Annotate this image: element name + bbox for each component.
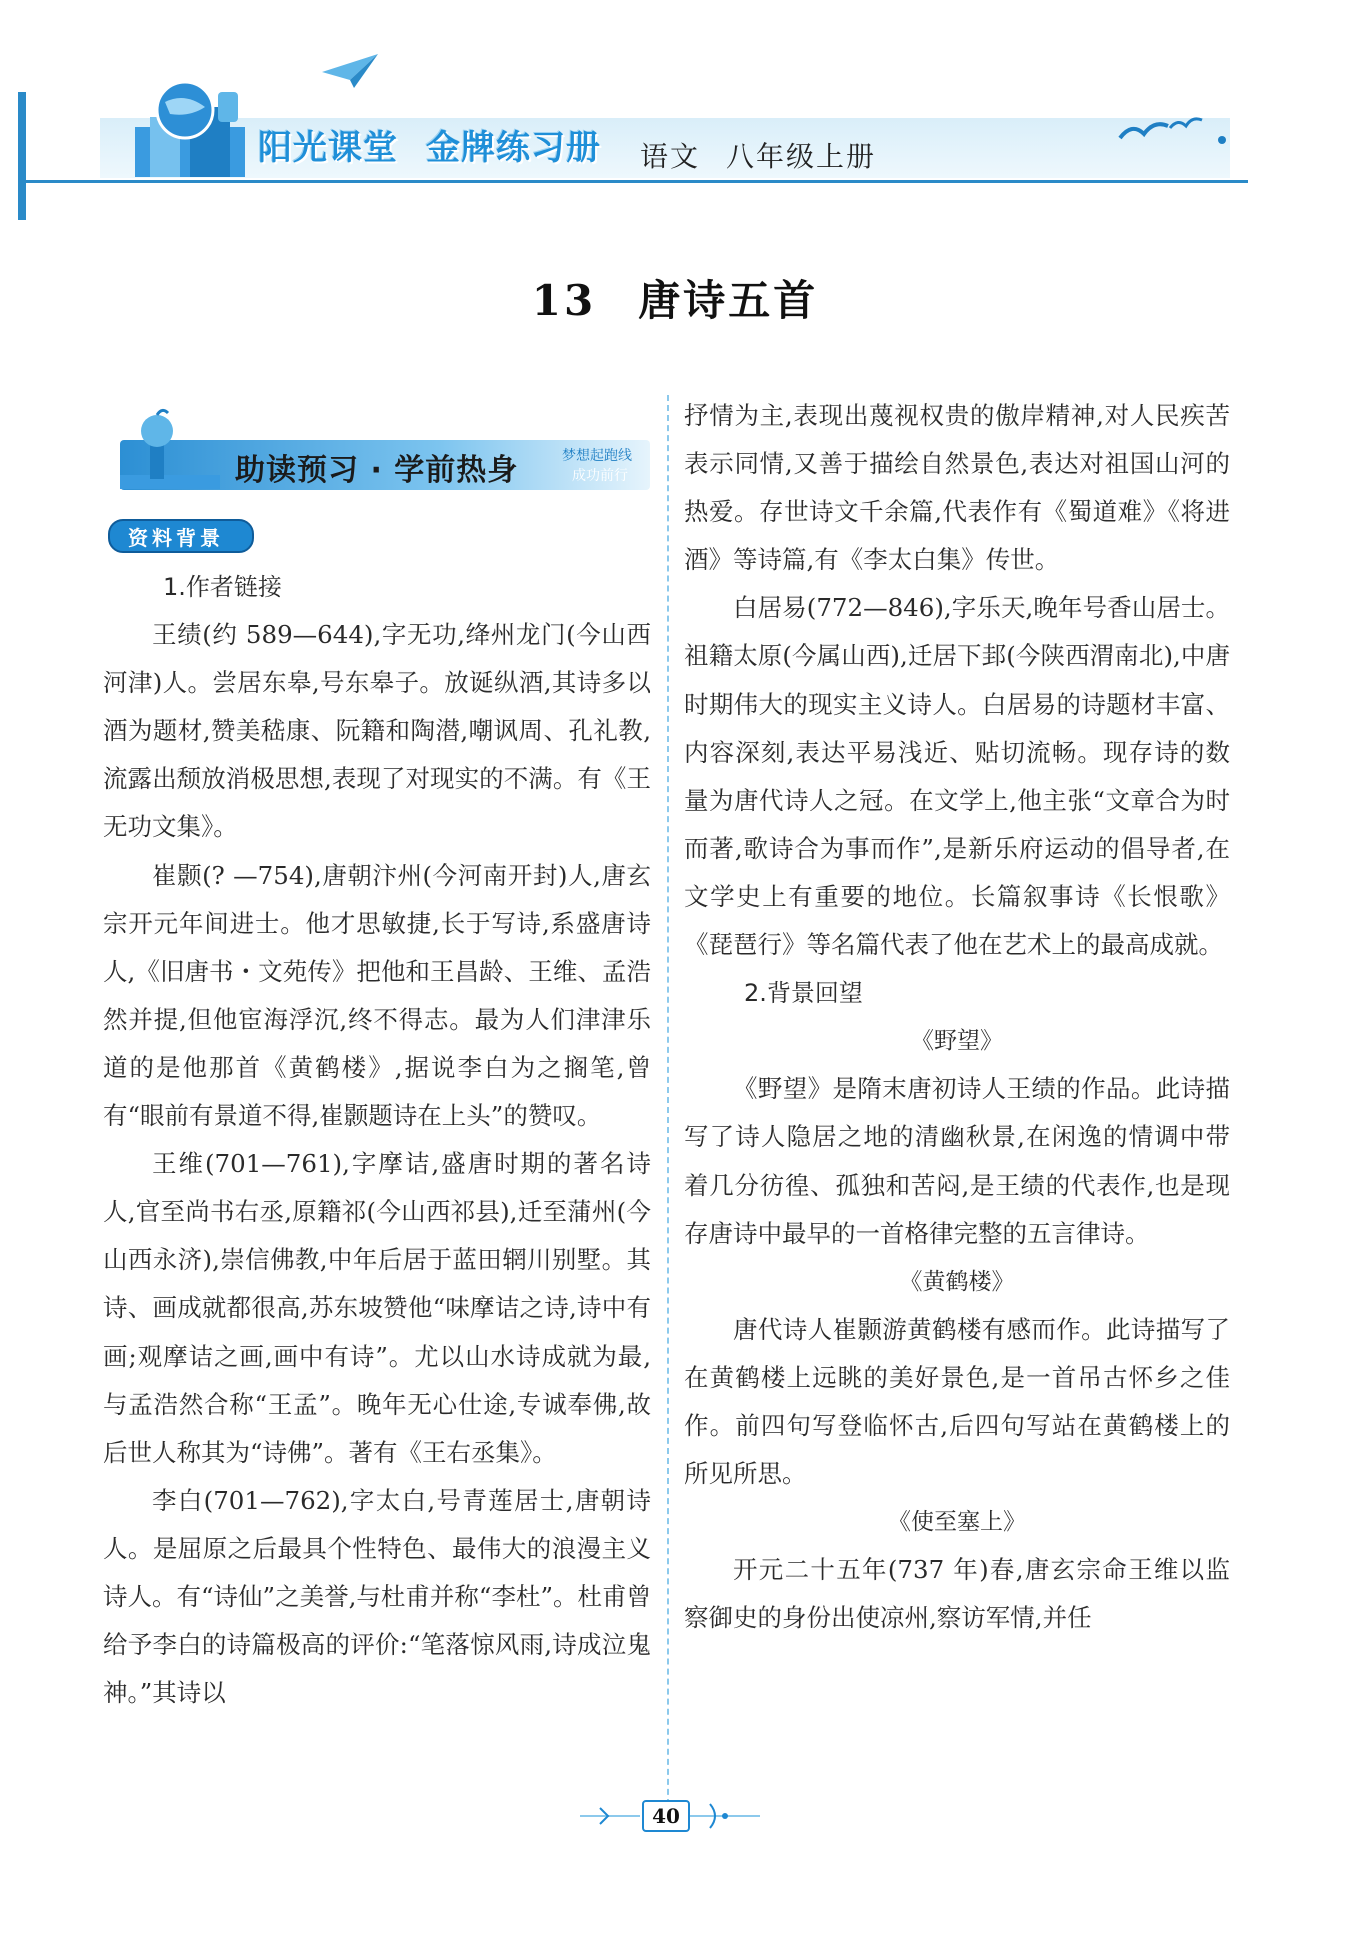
paragraph-wang-wei: 王维(701—761),字摩诘,盛唐时期的著名诗人,官至尚书右丞,原籍祁(今山西祁县),迁至蒲州(今山西永济),崇信佛教,中年后居于蓝田辋川别墅。其诗、画成就都很高,苏东坡赞他“味摩诘之诗,诗中有画;观摩诘之画,画中有诗”。尤以山水诗成就为最,与孟浩然合称“王孟”。晚年无心仕途,专诚奉佛,故后世人称其为“诗佛”。著有《王右丞集》。 xyxy=(103,1149,651,1467)
poem-title-shizhisaishang: 《使至塞上》 xyxy=(888,1509,1026,1536)
poem-text-shizhisaishang: 开元二十五年(737 年)春,唐玄宗命王维以监察御史的身份出使凉州,察访军情,并任 xyxy=(684,1555,1230,1633)
birds-icon xyxy=(1110,108,1230,168)
left-column xyxy=(103,563,651,1717)
section-banner-tag2: 成功前行 xyxy=(572,468,628,484)
paragraph-cui-hao: 崔颢(? —754),唐朝汴州(今河南开封)人,唐玄宗开元年间进士。他才思敏捷,长于写诗,系盛唐诗人,《旧唐书・文苑传》把他和王昌龄、王维、孟浩然并提,但他宦海浮沉,终不得志。最为人们津津乐道的是他那首《黄鹤楼》,据说李白为之搁笔,曾有“眼前有景道不得,崔颢题诗在上头”的赞叹。 xyxy=(103,860,651,1131)
lesson-title xyxy=(0,268,1350,328)
header-left-bar xyxy=(18,92,26,220)
pill-label: 资料背景 xyxy=(128,526,224,550)
material-background-pill xyxy=(108,519,254,553)
series-title-part1: 阳光课堂 xyxy=(258,128,398,168)
column-divider xyxy=(667,395,669,1825)
series-title-part2: 金牌练习册 xyxy=(426,128,601,168)
paragraph-li-bai-cont: 抒情为主,表现出蔑视权贵的傲岸精神,对人民疾苦表示同情,又善于描绘自然景色,表达对祖国山河的热爱。存世诗文千余篇,代表作有《蜀道难》《将进酒》等诗篇,有《李太白集》传世。 xyxy=(684,401,1230,575)
page-footer xyxy=(560,1796,800,1836)
section-banner-tag1: 梦想起跑线 xyxy=(562,448,632,464)
poem-title-huanghelou: 《黄鹤楼》 xyxy=(899,1268,1015,1295)
right-column xyxy=(684,392,1230,1642)
header-rule xyxy=(18,180,1248,183)
globe-logo-icon xyxy=(130,72,260,177)
subject-label: 语文 xyxy=(640,140,701,173)
section-banner-title: 助读预习 · 学前热身 xyxy=(235,453,519,488)
paragraph-li-bai: 李白(701—762),字太白,号青莲居士,唐朝诗人。是屈原之后最具个性特色、最伟大的浪漫主义诗人。有“诗仙”之美誉,与杜甫并称“李杜”。杜甫曾给予李白的诗篇极高的评价:“笔落惊风雨,诗成泣鬼神。”其诗以 xyxy=(103,1485,651,1708)
grade-label: 八年级上册 xyxy=(726,140,877,173)
author-link-heading: 1.作者链接 xyxy=(163,573,282,601)
paragraph-wang-ji: 王绩(约 589—644),字无功,绛州龙门(今山西河津)人。尝居东皋,号东皋子。放诞纵酒,其诗多以酒为题材,赞美嵇康、阮籍和陶潜,嘲讽周、孔礼教,流露出颓放消极思想,表现了对现实的不满。有《王无功文集》。 xyxy=(103,620,651,842)
paragraph-bai-juyi: 白居易(772—846),字乐天,晚年号香山居士。祖籍太原(今属山西),迁居下邽(今陕西渭南北),中唐时期伟大的现实主义诗人。白居易的诗题材丰富、内容深刻,表达平易浅近、贴切流畅。现存诗的数量为唐代诗人之冠。在文学上,他主张“文章合为时而著,歌诗合为事而作”,是新乐府运动的倡导者,在文学史上有重要的地位。长篇叙事诗《长恨歌》《琵琶行》等名篇代表了他在艺术上的最高成就。 xyxy=(684,593,1230,960)
background-heading: 2.背景回望 xyxy=(744,979,863,1008)
subject-grade xyxy=(640,135,876,175)
fountain-icon xyxy=(110,405,230,495)
lesson-name: 唐诗五首 xyxy=(638,276,819,325)
series-title xyxy=(258,120,629,169)
paper-plane-icon xyxy=(320,50,380,90)
poem-text-huanghelou: 唐代诗人崔颢游黄鹤楼有感而作。此诗描写了在黄鹤楼上远眺的美好景色,是一首吊古怀乡之佳作。前四句写登临怀古,后四句写站在黄鹤楼上的所见所思。 xyxy=(684,1314,1230,1489)
section-banner xyxy=(110,405,650,500)
lesson-number: 13 xyxy=(531,276,597,325)
poem-title-yewang: 《野望》 xyxy=(911,1028,1003,1055)
poem-text-yewang: 《野望》是隋末唐初诗人王绩的作品。此诗描写了诗人隐居之地的清幽秋景,在闲逸的情调中带着几分彷徨、孤独和苦闷,是王绩的代表作,也是现存唐诗中最早的一首格律完整的五言律诗。 xyxy=(684,1074,1230,1248)
page-number: 40 xyxy=(642,1800,690,1832)
